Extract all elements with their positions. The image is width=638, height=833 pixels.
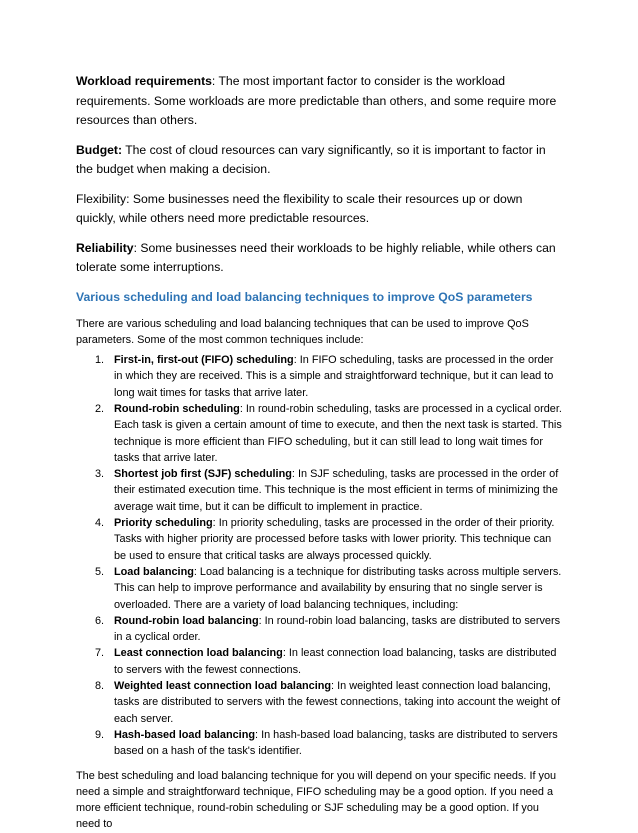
- intro-paragraph: There are various scheduling and load balancing techniques that can be used to improve QoS parameters. Some of the most common techniques include:: [76, 317, 529, 346]
- paragraph-text: The most important factor to consider is the workload requirements. Some workloads are more predictable than others, and some require more resources than others.: [76, 74, 557, 127]
- flexibility-paragraph: [76, 190, 564, 229]
- technique-text: : In SJF scheduling, tasks are processed in the order of their estimated execution time. This technique is the most efficient in terms of minimizing the average wait time, but it can be difficult to implement in practice.: [114, 468, 559, 513]
- list-number: 2.: [95, 402, 105, 415]
- workload-requirements-paragraph: [76, 72, 564, 131]
- technique-text: : In round-robin load balancing, tasks are distributed to servers in a cyclical order.: [114, 614, 561, 644]
- paragraph-text: The cost of cloud resources can vary significantly, so it is important to factor in the budget when making a decision.: [76, 142, 546, 176]
- technique-term: Round-robin scheduling: [114, 402, 240, 415]
- list-item: [76, 727, 564, 760]
- paragraph-term: Workload requirements: [76, 74, 212, 88]
- closing-paragraph: The best scheduling and load balancing technique for you will depend on your specific needs. If you need a simple and straightforward technique, FIFO scheduling may be a good option. If you need a more efficient technique, round-robin scheduling or SJF scheduling may be a good option. If you need to: [76, 769, 557, 831]
- technique-term: Load balancing: [114, 565, 194, 578]
- list-number: 6.: [95, 614, 105, 627]
- list-number: 4.: [95, 517, 105, 530]
- list-number: 8.: [95, 680, 105, 693]
- list-item: [76, 564, 564, 613]
- technique-text: : In least connection load balancing, tasks are distributed to servers with the fewest connections.: [114, 647, 557, 676]
- list-item: [76, 401, 564, 466]
- technique-text: : In FIFO scheduling, tasks are processed in the order in which they are received. This is a simple and straightforward technique, but it can lead to long wait times for tasks that arrive later.: [114, 354, 554, 399]
- list-number: 3.: [95, 468, 105, 481]
- list-number: 9.: [95, 728, 105, 741]
- list-item: [76, 466, 564, 515]
- list-item: [76, 645, 564, 678]
- techniques-list: [76, 352, 564, 759]
- list-number: 7.: [95, 647, 105, 660]
- paragraph-term: Reliability: [76, 240, 134, 255]
- list-item: [76, 613, 564, 646]
- paragraph-text: Flexibility: Some businesses need the flexibility to scale their resources up or down quickly, while others need more predictable resources.: [76, 191, 523, 225]
- paragraph-text: Some businesses need their workloads to be highly reliable, while others can tolerate some interruptions.: [76, 240, 556, 274]
- technique-text: : In priority scheduling, tasks are processed in the order of their priority. Tasks with higher priority are processed before tasks with lower priority. This technique can be used to ensure that critical tasks are always processed quickly.: [114, 517, 555, 562]
- technique-text: : In hash-based load balancing, tasks are distributed to servers based on a hash of the task's identifier.: [114, 728, 558, 758]
- technique-text: : In weighted least connection load balancing, tasks are distributed to servers with the fewest connections, taking into account the weight of each server.: [114, 680, 561, 725]
- technique-term: Least connection load balancing: [114, 647, 283, 660]
- list-item: [76, 352, 564, 401]
- list-item: [76, 678, 564, 727]
- technique-term: Priority scheduling: [114, 517, 213, 530]
- technique-term: First-in, first-out (FIFO) scheduling: [114, 354, 294, 367]
- reliability-paragraph: [76, 239, 564, 278]
- list-number: 5.: [95, 565, 105, 578]
- budget-paragraph: [76, 141, 564, 180]
- technique-text: : In round-robin scheduling, tasks are processed in a cyclical order. Each task is given a certain amount of time to execute, and then the next task is started. This technique is more efficient than FIFO scheduling, but it can still lead to long wait times for tasks that arrive later.: [114, 402, 562, 464]
- paragraph-term: Budget:: [76, 142, 123, 157]
- technique-term: Hash-based load balancing: [114, 728, 256, 741]
- technique-text: : Load balancing is a technique for distributing tasks across multiple servers. This can help to improve performance and availability by ensuring that no single server is overloaded. There are a variety of load balancing techniques, including:: [114, 565, 562, 611]
- technique-term: Round-robin load balancing: [114, 614, 259, 627]
- list-item: [76, 515, 564, 564]
- section-heading: Various scheduling and load balancing techniques to improve QoS parameters: [76, 289, 533, 304]
- list-number: 1.: [95, 354, 105, 367]
- technique-term: Weighted least connection load balancing: [114, 680, 332, 693]
- technique-term: Shortest job first (SJF) scheduling: [114, 468, 292, 481]
- paragraph-separator: :: [133, 240, 141, 255]
- paragraph-separator: :: [211, 74, 219, 88]
